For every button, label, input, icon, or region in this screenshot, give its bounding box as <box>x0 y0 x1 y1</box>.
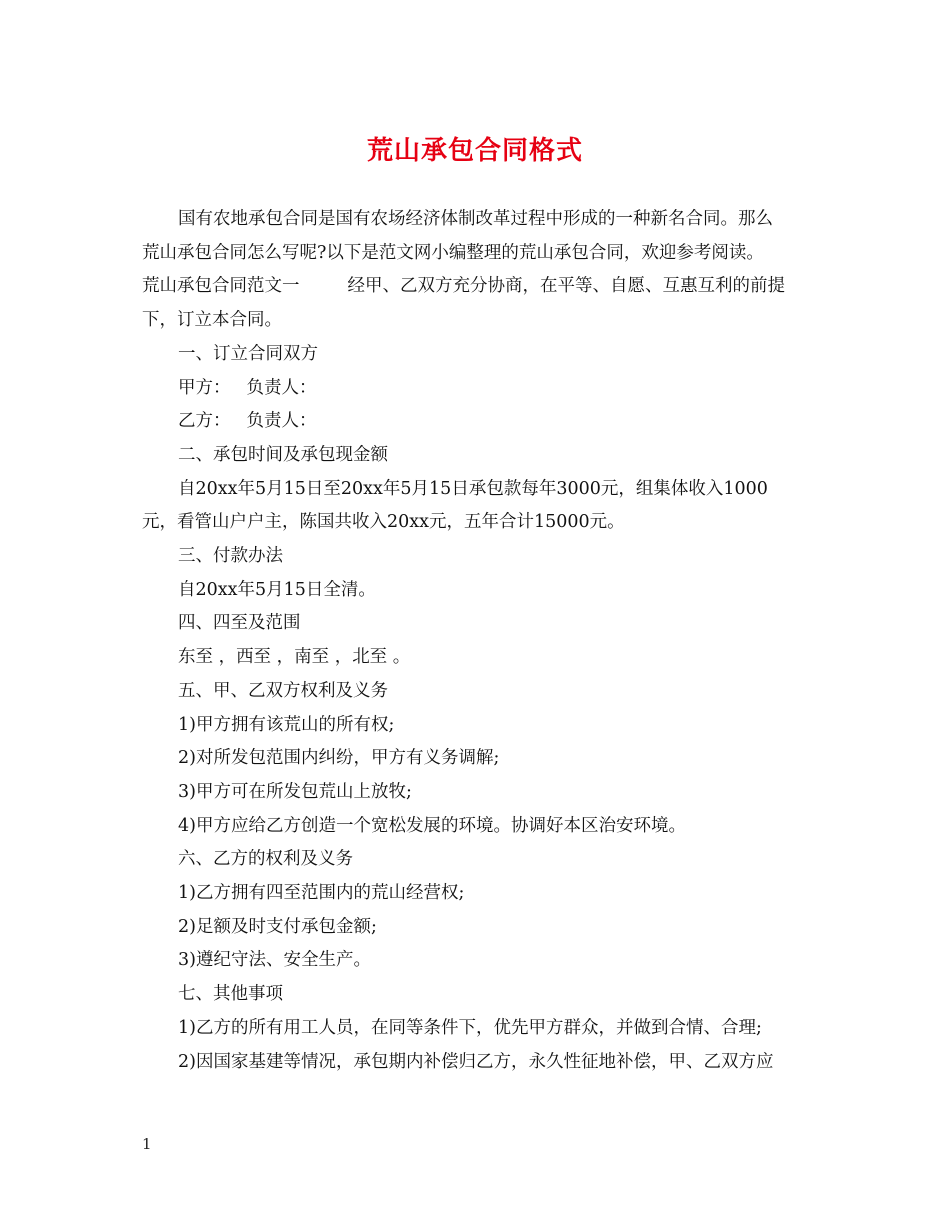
section-4-line-1: 东至 ，西至 ，南至 ，北至 。 <box>178 647 411 668</box>
intro-line-3 <box>142 270 812 304</box>
section-6-heading: 六、乙方的权利及义务 <box>178 849 353 870</box>
intro-line-1: 国有农地承包合同是国有农场经济体制改革过程中形成的一种新名合同。那么 <box>178 209 773 229</box>
section-3-line-1: 自20xx年5月15日全清。 <box>178 579 376 600</box>
party-a-line <box>142 372 812 406</box>
page-number: 1 <box>142 1135 152 1153</box>
intro-line-2: 荒山承包合同怎么写呢?以下是范文网小编整理的荒山承包合同，欢迎参考阅读。 <box>142 242 764 263</box>
party-a-representative: 负责人： <box>246 377 317 398</box>
section-3-heading: 三、付款办法 <box>178 546 283 567</box>
section-7-item: 2)因国家基建等情况，承包期内补偿归乙方，永久性征地补偿，甲、乙双方应 <box>178 1051 774 1072</box>
section-6-item: 2)足额及时支付承包金额; <box>178 916 377 937</box>
section-6-item: 3)遵纪守法、安全生产。 <box>178 950 371 971</box>
intro-line-4: 下，订立本合同。 <box>142 310 282 331</box>
section-4-heading: 四、四至及范围 <box>178 613 301 634</box>
section-2-line-2: 元，看管山户户主，陈国共收入20xx元，五年合计15000元。 <box>142 512 625 533</box>
party-b-line <box>142 405 812 439</box>
party-b-label: 乙方： <box>178 411 231 432</box>
section-2-heading: 二、承包时间及承包现金额 <box>178 444 388 465</box>
section-5-item: 1)甲方拥有该荒山的所有权; <box>178 714 395 735</box>
section-2-line-1: 自20xx年5月15日至20xx年5月15日承包款每年3000元，组集体收入1000 <box>178 478 768 499</box>
document-title: 荒山承包合同格式 <box>366 136 583 166</box>
intro-line-3-part-a: 荒山承包合同范文一 <box>142 276 300 297</box>
section-5-heading: 五、甲、乙双方权利及义务 <box>178 680 388 701</box>
party-b-representative: 负责人： <box>246 411 317 432</box>
intro-line-3-part-b: 经甲、乙双方充分协商，在平等、自愿、互惠互利的前提 <box>347 276 785 297</box>
section-1-heading: 一、订立合同双方 <box>178 343 318 364</box>
section-7-item: 1)乙方的所有用工人员，在同等条件下，优先甲方群众，并做到合情、合理; <box>178 1017 762 1038</box>
section-5-item: 4)甲方应给乙方创造一个宽松发展的环境。协调好本区治安环境。 <box>178 815 686 836</box>
section-5-item: 3)甲方可在所发包荒山上放牧; <box>178 781 412 802</box>
section-6-item: 1)乙方拥有四至范围内的荒山经营权; <box>178 883 465 904</box>
section-5-item: 2)对所发包范围内纠纷，甲方有义务调解; <box>178 748 500 769</box>
document-body <box>142 203 812 1079</box>
section-7-heading: 七、其他事项 <box>178 984 283 1005</box>
party-a-label: 甲方： <box>178 377 231 398</box>
